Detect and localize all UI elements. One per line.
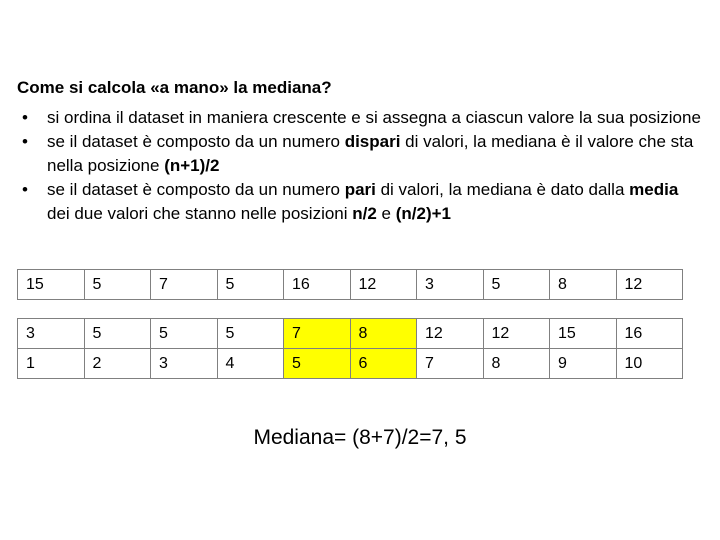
bullet-emphasis: dispari [344,132,401,151]
bullet-text: se il dataset è composto da un numero [47,180,345,199]
table-cell: 7 [417,349,484,379]
table-cell: 1 [18,349,85,379]
table-cell: 7 [284,319,351,349]
bullet-text: di valori, la mediana è dato dalla [375,180,630,199]
slide-title: Come si calcola «a mano» la mediana? [17,78,332,97]
table-cell: 5 [217,319,284,349]
table-cell: 5 [284,349,351,379]
bullet-text: se il dataset è composto da un numero [47,132,345,151]
table-cell: 12 [350,270,417,300]
table-cell: 8 [550,270,617,300]
bullet-dot-icon: • [22,108,28,127]
table-cell: 5 [84,270,151,300]
table-cell: 7 [151,270,218,300]
table-cell: 6 [350,349,417,379]
table-cell: 5 [84,319,151,349]
bullet-emphasis: (n+1)/2 [164,156,220,175]
table-cell: 15 [550,319,617,349]
raw-values-row [18,270,683,300]
bullet-emphasis: media [629,180,679,199]
bullet-dot-icon: • [22,180,28,199]
table-cell: 5 [151,319,218,349]
sorted-data-table [17,318,683,379]
bullet-text: dei due valori che stanno nelle posizioni [47,204,353,223]
table-cell: 12 [417,319,484,349]
table-cell: 5 [217,270,284,300]
positions-row [18,349,683,379]
table-cell: 2 [84,349,151,379]
table-cell: 4 [217,349,284,379]
bullet-emphasis: (n/2)+1 [395,204,452,223]
table-cell: 8 [483,349,550,379]
table-cell: 16 [284,270,351,300]
bullet-text: e [376,204,396,223]
table-cell: 9 [550,349,617,379]
table-cell: 8 [350,319,417,349]
bullet-dot-icon: • [22,132,28,151]
bullet-item [22,178,702,226]
bullet-text: di valori, la mediana è il valore che sta nella posizione [47,132,694,175]
unsorted-data-table [17,269,683,300]
bullet-list [22,106,702,226]
table-cell: 12 [616,270,683,300]
bullet-emphasis: pari [344,180,376,199]
bullet-emphasis: n/2 [352,204,377,223]
table-cell: 3 [417,270,484,300]
bullet-item [22,130,702,178]
median-result: Mediana= (8+7)/2=7, 5 [253,426,467,449]
table-cell: 3 [151,349,218,379]
table-cell: 12 [483,319,550,349]
table-cell: 3 [18,319,85,349]
sorted-values-row [18,319,683,349]
table-cell: 15 [18,270,85,300]
bullet-item [22,106,702,130]
table-cell: 10 [616,349,683,379]
table-cell: 16 [616,319,683,349]
table-cell: 5 [483,270,550,300]
bullet-text: si ordina il dataset in maniera crescente e si assegna a ciascun valore la sua posizione [47,108,701,127]
